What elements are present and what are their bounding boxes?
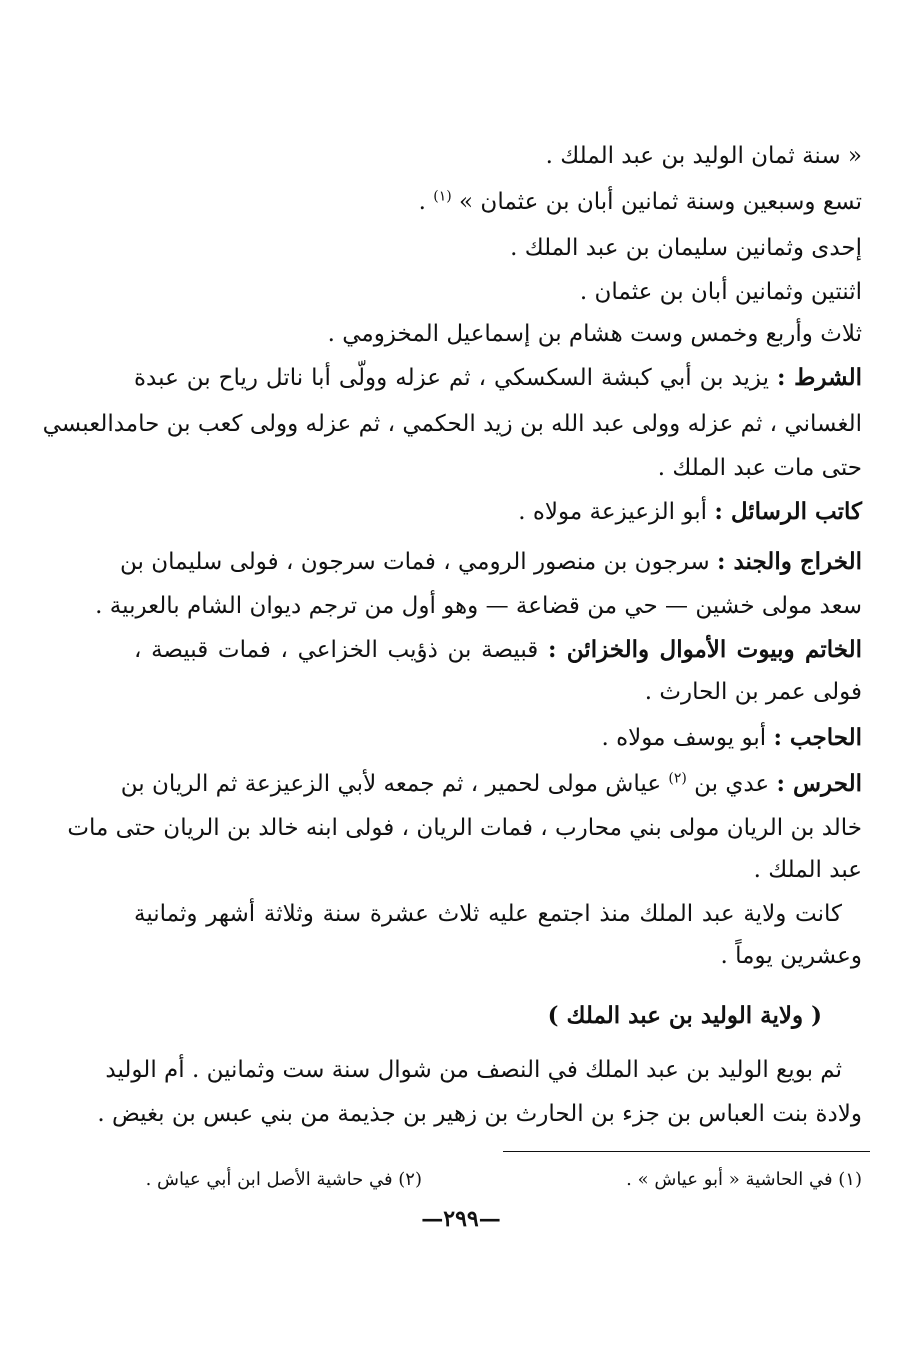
shurta-line-1: [134, 362, 862, 394]
line-text: إحدى وثمانين سليمان بن عبد الملك .: [510, 235, 862, 261]
katib-label: كاتب الرسائل :: [714, 498, 862, 525]
haras-line-3: [754, 854, 862, 886]
line-text: يزيد بن أبي كبشة السكسكي ، ثم عزله وولّى أبا ناتل رياح بن عبدة: [134, 365, 777, 391]
line-text: « سنة ثمان الوليد بن عبد الملك .: [545, 143, 862, 169]
line-text: ولادة بنت العباس بن جزء بن الحارث بن زهير بن جذيمة من بني عبس بن بغيض .: [97, 1101, 862, 1127]
line-text: الغساني ، ثم عزله وولى عبد الله بن زيد الحكمي ، ثم عزله وولى كعب بن حامدالعبسي: [42, 411, 862, 437]
heading-text: ( ولاية الوليد بن عبد الملك ): [547, 1002, 822, 1029]
page-number-text: —٢٩٩—: [421, 1206, 501, 1232]
line-text: كانت ولاية عبد الملك منذ اجتمع عليه ثلاث عشرة سنة وثلاثة أشهر وثمانية: [134, 901, 842, 927]
line-text: .: [418, 189, 434, 215]
line-text: وعشرين يوماً .: [720, 943, 862, 969]
khatam-line-2: [645, 676, 862, 708]
hajib-line: [601, 722, 862, 754]
line-text: سعد مولى خشين — حي من قضاعة — وهو أول من ترجم ديوان الشام بالعربية .: [95, 593, 862, 619]
footnote-text: (١) في الحاشية « أبو عياش » .: [626, 1169, 862, 1190]
line-text: حتى مات عبد الملك .: [657, 455, 862, 481]
kharaj-label: الخراج والجند :: [716, 548, 862, 575]
kharaj-line-1: [120, 546, 862, 578]
line-text: سرجون بن منصور الرومي ، فمات سرجون ، فولى سليمان بن: [120, 549, 717, 575]
line-text: ثلاث وأربع وخمس وست هشام بن إسماعيل المخزومي .: [327, 321, 862, 347]
section-heading: [548, 1000, 822, 1032]
footnote-text: (٢) في حاشية الأصل ابن أبي عياش .: [145, 1169, 422, 1190]
line-text: عدي بن: [686, 771, 777, 797]
text-line: [580, 276, 862, 308]
text-line: [419, 186, 862, 218]
haras-label: الحرس :: [776, 770, 862, 797]
line-text: عياش مولى لحمير ، ثم جمعه لأبي الزعيزعة ثم الريان بن: [120, 771, 669, 797]
text-line: [510, 232, 862, 264]
khatam-label: الخاتم وبيوت الأموال والخزائن :: [547, 636, 862, 663]
line-text: اثنتين وثمانين أبان بن عثمان .: [579, 279, 862, 305]
footnote-divider: [503, 1151, 870, 1152]
haras-line-2: [67, 812, 862, 844]
footnote-1: [626, 1167, 862, 1193]
summary-line-1: [134, 898, 842, 930]
haras-line-1: [120, 768, 862, 800]
line-text: أبو يوسف مولاه .: [601, 725, 774, 751]
text-line: [328, 318, 862, 350]
hajib-label: الحاجب :: [773, 724, 862, 751]
line-text: تسع وسبعين وسنة ثمانين أبان بن عثمان »: [459, 189, 862, 215]
line-text: فولى عمر بن الحارث .: [644, 679, 862, 705]
line-text: عبد الملك .: [753, 857, 862, 883]
shurta-label: الشرط :: [776, 364, 863, 391]
text-line: [546, 140, 862, 172]
shurta-line-2: [42, 408, 862, 440]
kharaj-line-2: [95, 590, 862, 622]
walid-line-1: [105, 1054, 842, 1086]
shurta-line-3: [658, 452, 862, 484]
line-text: قبيصة بن ذؤيب الخزاعي ، فمات قبيصة ،: [134, 637, 548, 663]
page-number: [0, 1206, 922, 1232]
walid-line-2: [97, 1098, 862, 1130]
footnote-2: [146, 1167, 422, 1193]
line-text: خالد بن الريان مولى بني محارب ، فمات الريان ، فولى ابنه خالد بن الريان حتى مات: [67, 815, 862, 841]
summary-line-2: [721, 940, 863, 972]
katib-line: [518, 496, 862, 528]
khatam-line-1: [134, 634, 862, 666]
line-text: أبو الزعيزعة مولاه .: [518, 499, 715, 525]
footnote-marker: (٢): [668, 770, 687, 787]
footnote-marker: (١): [433, 188, 452, 205]
line-text: ثم بويع الوليد بن عبد الملك في النصف من شوال سنة ست وثمانين . أم الوليد: [105, 1057, 842, 1083]
